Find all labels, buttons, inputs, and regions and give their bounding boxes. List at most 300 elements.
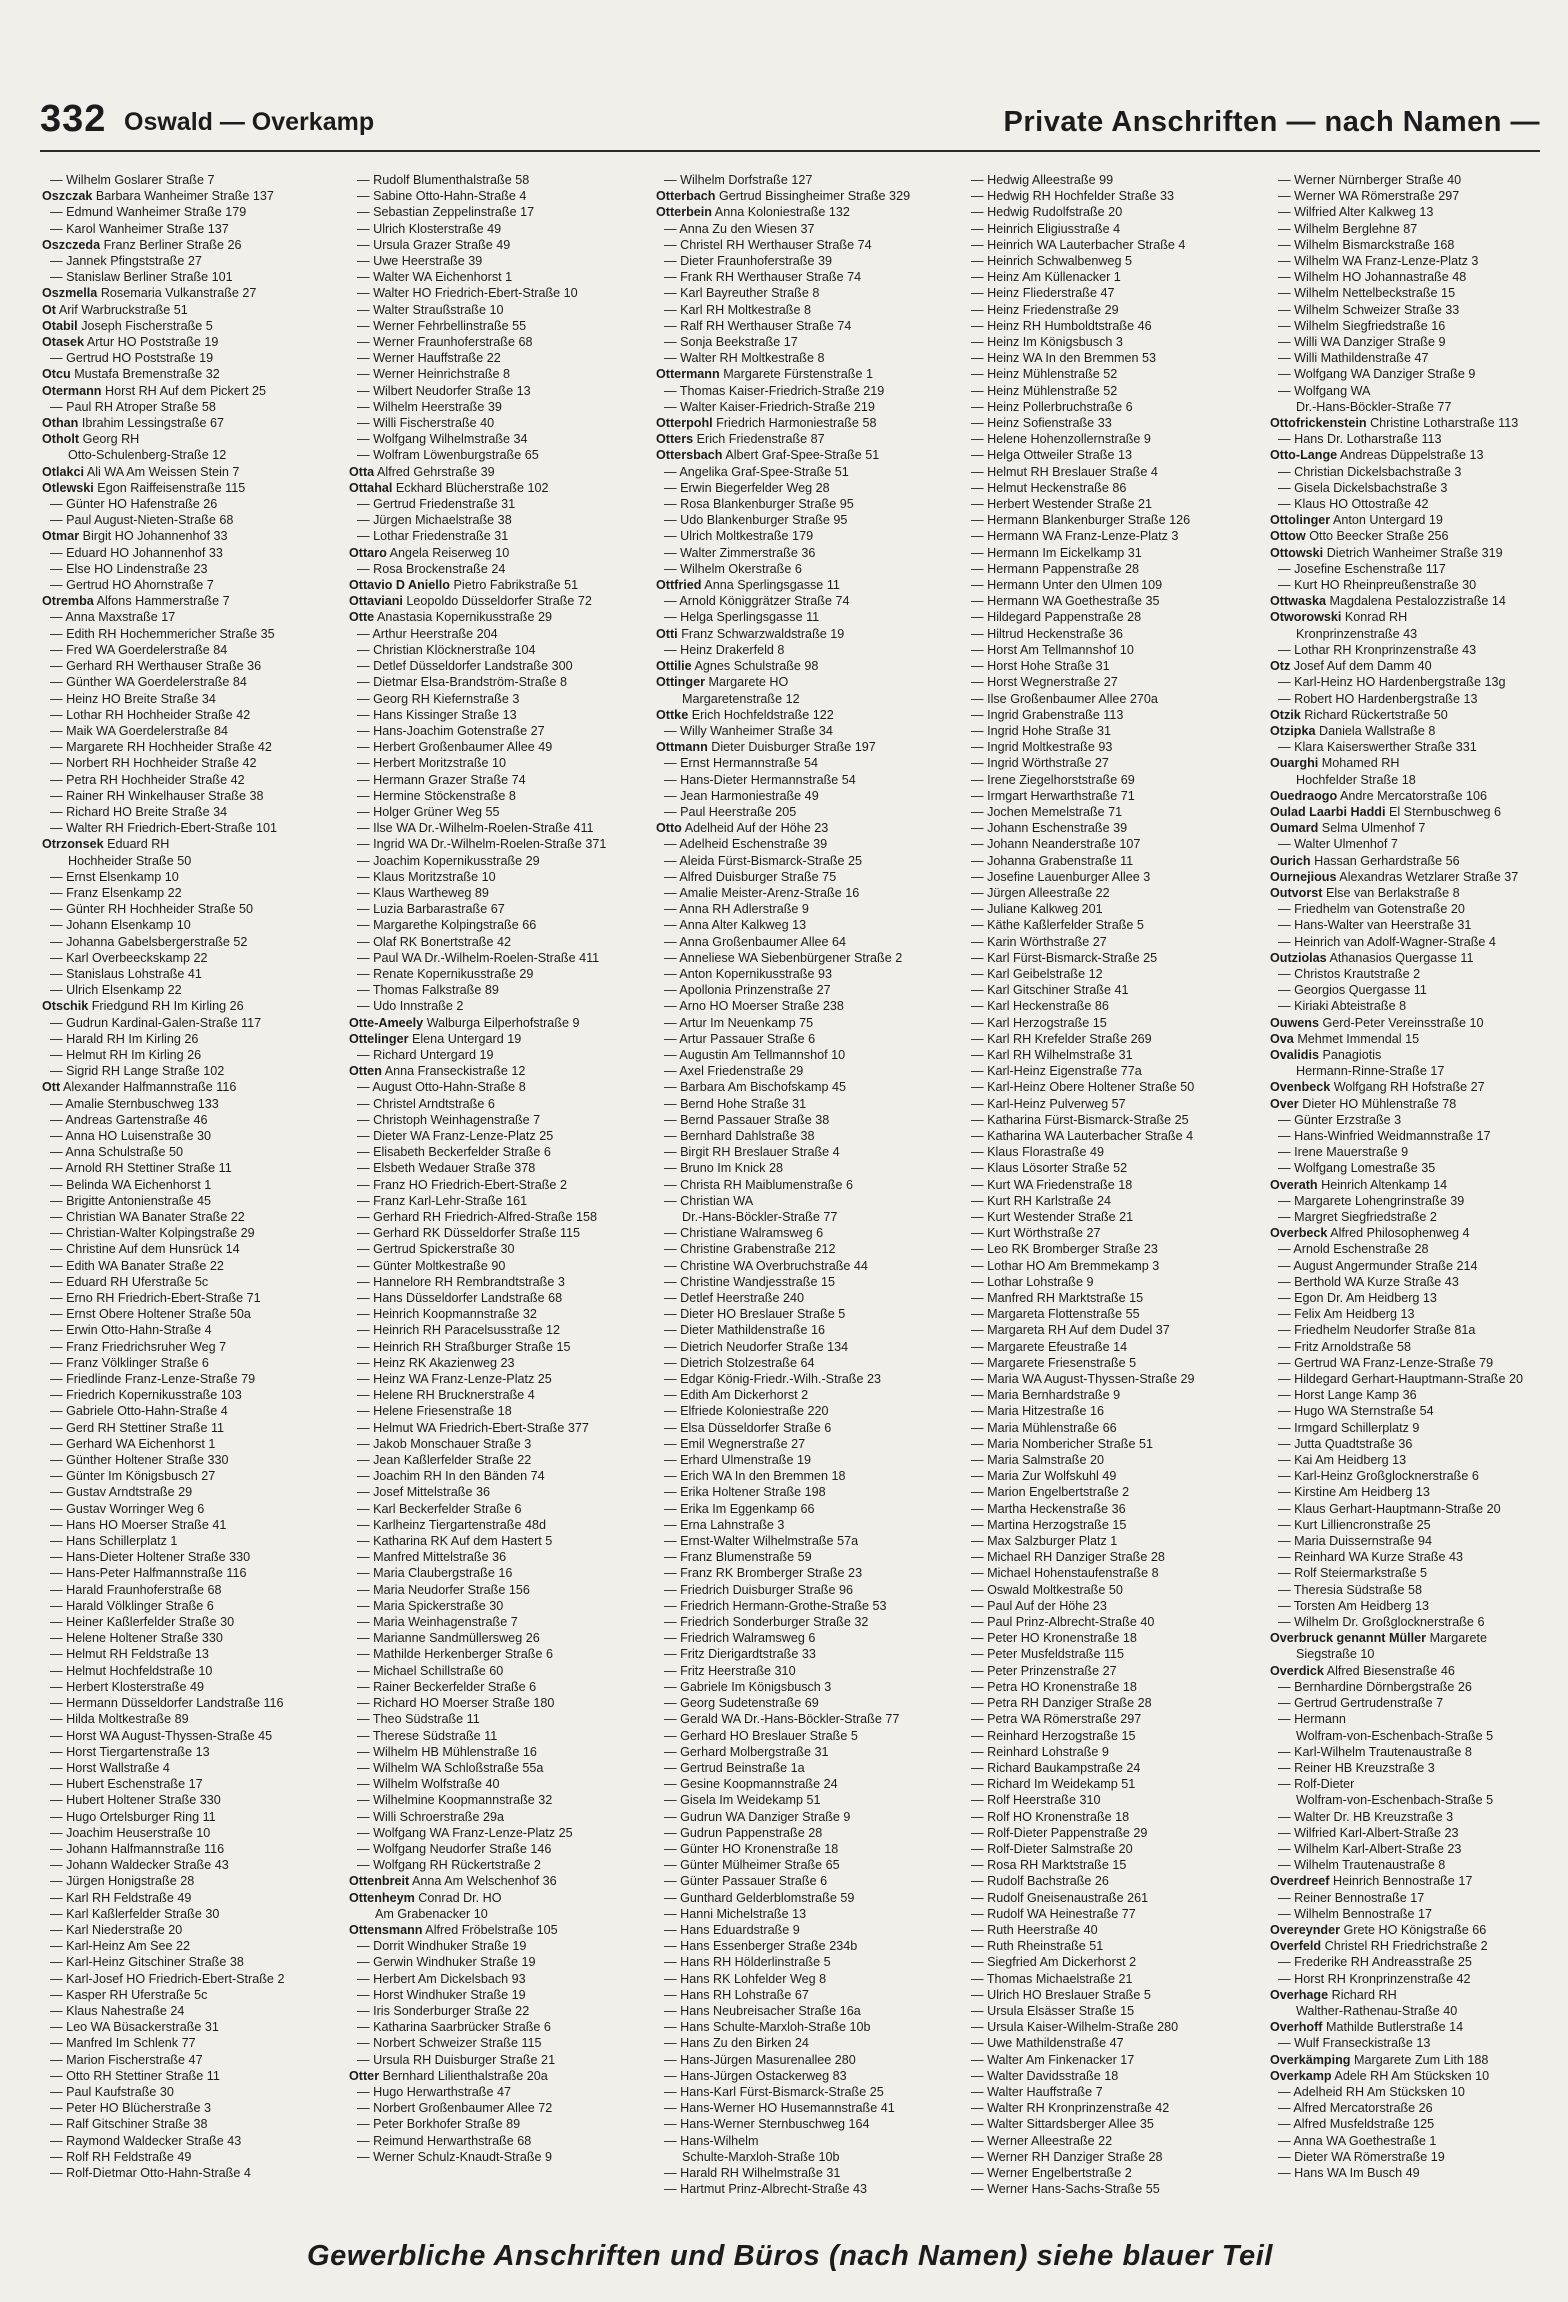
entry-text: — Willi WA Danziger Straße 9 [1278,335,1446,350]
directory-entry [656,609,956,625]
entry-text: — Iris Sonderburger Straße 22 [357,2003,530,2018]
entry-text: — Gerd RH Stettiner Straße 11 [50,1420,225,1435]
directory-entry [349,788,649,804]
directory-entry [963,188,1263,204]
entry-text: Magdalena Pestalozzistraße 14 [1329,594,1506,609]
directory-entry [963,2084,1263,2100]
directory-entry [656,253,956,269]
directory-entry [42,577,342,593]
entry-surname: Otto [656,821,682,836]
entry-text: — Helmut RH Breslauer Straße 4 [971,464,1158,479]
directory-entry [1270,1015,1568,1031]
directory-entry [963,237,1263,253]
entry-text: — Maria Bernhardstraße 9 [971,1388,1121,1403]
entry-surname: Otterbein [656,205,712,220]
directory-entry [1270,1630,1568,1646]
directory-entry [1270,1403,1568,1419]
directory-entry [349,399,649,415]
directory-entry [42,755,342,771]
entry-text: — Irene Ziegelhorststraße 69 [971,772,1135,787]
directory-entry [42,1355,342,1371]
directory-entry [1270,2165,1568,2181]
entry-surname: Otter [349,2068,380,2083]
entry-surname: Otterbach [656,189,716,204]
directory-entry [963,1484,1263,1500]
entry-text: — Klaus Gerhart-Hauptmann-Straße 20 [1278,1501,1501,1516]
entry-surname: Otabil [42,318,78,333]
page-header [40,98,1540,144]
entry-text: — Willi Schroerstraße 29a [357,1809,504,1824]
directory-entry [656,674,956,690]
directory-entry [349,512,649,528]
entry-text: — Fritz Arnoldstraße 58 [1278,1339,1411,1354]
entry-text: — Christine Wandjesstraße 15 [664,1274,836,1289]
directory-entry [42,334,342,350]
directory-entry [1270,1274,1568,1290]
directory-entry [963,1938,1263,1954]
directory-entry [1270,221,1568,237]
entry-text: — Christel Arndtstraße 6 [357,1096,495,1111]
directory-entry [963,1355,1263,1371]
directory-entry [1270,788,1568,804]
directory-entry [1270,350,1568,366]
entry-text: — Hans HO Moerser Straße 41 [50,1517,227,1532]
entry-text: — Norbert Schweizer Straße 115 [357,2036,542,2051]
directory-entry [656,1371,956,1387]
entry-surname: Overdreef [1270,1874,1330,1889]
entry-text: — Wilhelm Okerstraße 6 [664,561,802,576]
directory-entry [42,707,342,723]
directory-entry [1270,1387,1568,1403]
directory-entry [656,415,956,431]
entry-text: — Felix Am Heidberg 13 [1278,1307,1415,1322]
directory-entry [963,2019,1263,2035]
directory-entry [349,204,649,220]
directory-entry [349,1825,649,1841]
directory-entry [1270,1582,1568,1598]
entry-text: — Gerhard RK Düsseldorfer Straße 115 [357,1226,581,1241]
directory-entry [349,820,649,836]
entry-text: — Hans-Werner HO Husemannstraße 41 [664,2101,895,2116]
entry-surname: Outvorst [1270,885,1323,900]
entry-text: — Sebastian Zeppelinstraße 17 [357,205,535,220]
directory-entry [349,302,649,318]
directory-entry [349,1598,649,1614]
entry-text: Erich Hochfeldstraße 122 [691,707,834,722]
entry-text: — Gertrud Gertrudenstraße 7 [1278,1696,1444,1711]
directory-entry [349,1128,649,1144]
entry-text: — Christoph Weinhagenstraße 7 [357,1112,541,1127]
entry-text: — Anna Alter Kalkweg 13 [664,918,807,933]
entry-text: — Hermann Grazer Straße 74 [357,772,526,787]
directory-entry [42,1225,342,1241]
directory-entry [349,998,649,1014]
entry-text: — Dieter Fraunhoferstraße 39 [664,254,832,269]
entry-text: — Irene Mauerstraße 9 [1278,1145,1409,1160]
directory-entry [42,528,342,544]
directory-entry [42,901,342,917]
directory-entry [1270,1744,1568,1760]
directory-entry [349,1841,649,1857]
directory-entry [656,334,956,350]
entry-text: — Katharina Saarbrücker Straße 6 [357,2020,551,2035]
directory-entry [1270,707,1568,723]
entry-surname: Ottersbach [656,448,723,463]
entry-text: — Walter Am Finkenacker 17 [971,2052,1135,2067]
directory-entry [656,836,956,852]
entry-surname: Othan [42,416,79,431]
directory-entry [42,1403,342,1419]
directory-entry [963,934,1263,950]
entry-text: — Paul Prinz-Albrecht-Straße 40 [971,1615,1155,1630]
directory-entry [349,1306,649,1322]
directory-entry [963,1209,1263,1225]
entry-text: Selma Ulmenhof 7 [1321,821,1426,836]
entry-text: — Holger Grüner Weg 55 [357,804,500,819]
entry-text: — Brigitte Antonienstraße 45 [50,1193,212,1208]
directory-entry [1270,836,1568,852]
entry-text: — Wilhelm Schweizer Straße 33 [1278,302,1460,317]
entry-text: — Gabriele Im Königsbusch 3 [664,1679,832,1694]
entry-text: — Christine WA Overbruchstraße 44 [664,1258,868,1273]
entry-text: — Werner RH Danziger Straße 28 [971,2149,1163,2164]
entry-text: — Karl Fürst-Bismarck-Straße 25 [971,950,1158,965]
entry-text: — Walter Kaiser-Friedrich-Straße 219 [664,399,875,414]
directory-entry [42,2084,342,2100]
footer-note: Gewerbliche Anschriften und Büros (nach Namen) siehe blauer Teil [306,2240,1274,2272]
directory-entry [1270,1096,1568,1112]
entry-text: — Dieter WA Franz-Lenze-Platz 25 [357,1128,554,1143]
directory-entry [963,512,1263,528]
entry-text: Alfred Philosophenweg 4 [1330,1226,1470,1241]
directory-entry [656,366,956,382]
directory-entry [1270,253,1568,269]
directory-entry [349,334,649,350]
directory-entry [1270,820,1568,836]
entry-text: — Wilbert Neudorfer Straße 13 [357,383,531,398]
entry-text: — Margareta RH Auf dem Dudel 37 [971,1323,1170,1338]
entry-text: — Alfred Musfeldstraße 125 [1278,2117,1435,2132]
directory-entry [656,188,956,204]
entry-text: Birgit HO Johannenhof 33 [82,529,228,544]
entry-text: — Katharina WA Lauterbacher Straße 4 [971,1128,1194,1143]
directory-entry [963,1290,1263,1306]
directory-entry [656,1112,956,1128]
entry-text: — Werner WA Römerstraße 297 [1278,189,1460,204]
directory-entry [963,253,1263,269]
entry-text: Anna Franseckistraße 12 [384,1064,526,1079]
directory-entry [42,253,342,269]
directory-entry [656,1387,956,1403]
entry-surname: Ottenheym [349,1890,415,1905]
entry-text: — Gertrud WA Franz-Lenze-Straße 79 [1278,1355,1494,1370]
entry-text: Dietrich Wanheimer Straße 319 [1326,545,1503,560]
directory-entry [349,626,649,642]
directory-entry [349,1582,649,1598]
entry-text: — Maria Duissernstraße 94 [1278,1534,1432,1549]
directory-entry [349,1857,649,1873]
entry-text: Bernhard Lilienthalstraße 20a [382,2068,548,2083]
directory-entry [42,1938,342,1954]
entry-text: — Herbert Großenbaumer Allee 49 [357,740,553,755]
name-range: Oswald — Overkamp [124,108,375,136]
directory-entry [963,221,1263,237]
directory-entry [963,1031,1263,1047]
entry-text: Wolfram-von-Eschenbach-Straße 5 [1296,1793,1494,1808]
directory-entry [42,1663,342,1679]
entry-text: — Hans-Werner Sternbuschweg 164 [664,2117,870,2132]
directory-entry [963,1144,1263,1160]
entry-surname: Ottinger [656,675,705,690]
directory-entry [349,172,649,188]
directory-entry [963,1987,1263,2003]
directory-entry [1270,1177,1568,1193]
directory-entry [349,966,649,982]
entry-text: — Karl-Heinz Obere Holtener Straße 50 [971,1080,1195,1095]
entry-text: — Willy Wanheimer Straße 34 [664,723,833,738]
entry-text: — Eduard RH Uferstraße 5c [50,1274,209,1289]
entry-text: — Fritz Dierigardtstraße 33 [664,1647,816,1662]
directory-entry [656,318,956,334]
directory-entry [1270,1355,1568,1371]
directory-entry [963,1906,1263,1922]
directory-entry [349,2068,649,2084]
entry-surname: Otti [656,626,678,641]
directory-entry [1270,577,1568,593]
entry-text: — Wilhelm Heerstraße 39 [357,399,502,414]
entry-surname: Ottow [1270,529,1306,544]
directory-entry [1270,431,1568,447]
directory-entry [349,901,649,917]
directory-entry [1270,917,1568,933]
directory-entry [42,950,342,966]
entry-text: — Elsa Düsseldorfer Straße 6 [664,1420,832,1435]
directory-entry [349,642,649,658]
directory-entry [42,415,342,431]
directory-entry [1270,691,1568,707]
directory-entry [349,285,649,301]
entry-text: — Wilhelm Goslarer Straße 7 [50,173,215,187]
directory-entry [349,366,649,382]
entry-text: — August Otto-Hahn-Straße 8 [357,1080,526,1095]
directory-entry [656,285,956,301]
entry-surname: Ottenbreit [349,1874,410,1889]
entry-text: — Christine Auf dem Hunsrück 14 [50,1242,240,1257]
entry-text: — Dieter WA Römerstraße 19 [1278,2149,1445,2164]
directory-entry [963,1760,1263,1776]
directory-entry [42,1533,342,1549]
directory-entry [1270,1225,1568,1241]
entry-surname: Overeynder [1270,1922,1341,1937]
directory-entry [656,917,956,933]
directory-entry [656,480,956,496]
entry-text: — Karl-Heinz Pulverweg 57 [971,1096,1126,1111]
entry-text: — Richard Untergard 19 [357,1047,494,1062]
directory-entry [656,982,956,998]
entry-text: — Ingrid Grabenstraße 113 [971,707,1124,722]
directory-entry [963,447,1263,463]
entry-text: — Emil Wegnerstraße 27 [664,1436,806,1451]
entry-text: Andreas Düppelstraße 13 [1339,448,1484,463]
directory-entry [1270,755,1568,771]
directory-entry [656,998,956,1014]
entry-surname: Ouwens [1270,1015,1319,1030]
entry-text: — Anna WA Goethestraße 1 [1278,2133,1437,2148]
entry-text: — Anna Großenbaumer Allee 64 [664,934,847,949]
entry-text: — Herbert Westender Straße 21 [971,497,1153,512]
directory-entry [963,836,1263,852]
directory-entry [42,1387,342,1403]
entry-text: — Karl Gitschiner Straße 41 [971,983,1129,998]
entry-text: — Walter RH Moltkestraße 8 [664,351,825,366]
entry-surname: Oszczak [42,189,93,204]
entry-text: — Wilhelm Dr. Großglocknerstraße 6 [1278,1615,1485,1630]
entry-text: — Manfred Mittelstraße 36 [357,1550,507,1565]
directory-entry [1270,1468,1568,1484]
directory-entry [1270,1258,1568,1274]
entry-text: — Elisabeth Beckerfelder Straße 6 [357,1145,551,1160]
directory-entry [349,1387,649,1403]
directory-entry [963,1274,1263,1290]
directory-entry [349,1792,649,1808]
directory-entry [42,1079,342,1095]
entry-text: Horst RH Auf dem Pickert 25 [104,383,266,398]
entry-text: — Ingrid Moltkestraße 93 [971,740,1113,755]
directory-entry [963,1582,1263,1598]
entry-surname: Otschik [42,999,89,1014]
entry-surname: Otto-Lange [1270,448,1338,463]
directory-entry [349,2003,649,2019]
entry-text: — Peter HO Blücherstraße 3 [50,2101,211,2116]
entry-text: — Erna Lahnstraße 3 [664,1517,785,1532]
directory-entry [963,1420,1263,1436]
directory-entry [656,1841,956,1857]
directory-entry [349,2035,649,2051]
directory-entry [42,366,342,382]
entry-surname: Oszczeda [42,237,101,252]
directory-entry [656,739,956,755]
directory-entry [1270,415,1568,431]
entry-text: — Reiner HB Kreuzstraße 3 [1278,1760,1435,1775]
directory-entry [1270,172,1568,188]
directory-entry [656,1857,956,1873]
entry-text: — Hans-Dieter Holtener Straße 330 [50,1550,251,1565]
entry-surname: Otcu [42,367,71,382]
directory-entry [1270,561,1568,577]
entry-text: — Hans Essenberger Straße 234b [664,1939,858,1954]
directory-entry [656,1890,956,1906]
directory-entry [656,1711,956,1727]
entry-text: — Andreas Gartenstraße 46 [50,1112,208,1127]
entry-text: — Petra WA Römerstraße 297 [971,1712,1142,1727]
directory-entry [963,1096,1263,1112]
entry-text: — Anna Maxstraße 17 [50,610,176,625]
entry-text: — Gisela Im Weidekamp 51 [664,1793,821,1808]
directory-entry [656,1452,956,1468]
entry-text: — Kiriaki Abteistraße 8 [1278,999,1407,1014]
directory-entry [349,1209,649,1225]
entry-text: Gertrud Bissingheimer Straße 329 [718,189,911,204]
entry-text: — Margarete RH Hochheider Straße 42 [50,740,272,755]
entry-text: Franz Schwarzwaldstraße 19 [681,626,845,641]
entry-text: — Helene Friesenstraße 18 [357,1404,512,1419]
directory-entry [656,2100,956,2116]
directory-entry [656,496,956,512]
directory-entry [42,1501,342,1517]
directory-entry [963,1825,1263,1841]
entry-text: — Walter Davidsstraße 18 [971,2068,1119,2083]
entry-text: — Johann Eschenstraße 39 [971,821,1128,836]
entry-text: — Margarete Efeustraße 14 [971,1339,1128,1354]
entry-text: — Walter Ulmenhof 7 [1278,837,1398,852]
directory-entry [349,1971,649,1987]
directory-entry [656,1177,956,1193]
entry-text: — Luzia Barbarastraße 67 [357,902,505,917]
entry-text: — Friedrich Duisburger Straße 96 [664,1582,853,1597]
directory-entry [42,204,342,220]
directory-entry [1270,1079,1568,1095]
entry-text: — Harald Völklinger Straße 6 [50,1598,214,1613]
directory-entry [42,1760,342,1776]
entry-surname: Overbeck [1270,1226,1328,1241]
directory-entry [1270,1614,1568,1630]
entry-text: — Gertrud HO Ahornstraße 7 [50,578,214,593]
entry-text: — Friedrich Kopernikusstraße 103 [50,1388,242,1403]
entry-text: — Heinz Am Küllenacker 1 [971,270,1121,285]
entry-text: — Sabine Otto-Hahn-Straße 4 [357,189,527,204]
entry-text: — Paul RH Atroper Straße 58 [50,399,216,414]
directory-entry [42,512,342,528]
entry-text: — Margarete Friesenstraße 5 [971,1355,1137,1370]
entry-text: El Sternbuschweg 6 [1388,804,1501,819]
entry-text: — Walter WA Eichenhorst 1 [357,270,513,285]
directory-entry [349,2133,649,2149]
entry-text: — Lothar HO Am Bremmekamp 3 [971,1258,1160,1273]
directory-entry [349,674,649,690]
directory-entry [963,1971,1263,1987]
entry-text: Hassan Gerhardstraße 56 [1314,853,1460,868]
entry-text: — Heinrich WA Lauterbacher Straße 4 [971,237,1186,252]
entry-text: — Hermann Unter den Ulmen 109 [971,578,1163,593]
entry-text: — Raymond Waldecker Straße 43 [50,2133,242,2148]
entry-text: — Hans-Winfried Weidmannstraße 17 [1278,1128,1491,1143]
entry-text: — Heinz WA Franz-Lenze-Platz 25 [357,1372,552,1387]
entry-surname: Otmar [42,529,80,544]
entry-text: — Karl Heckenstraße 86 [971,999,1109,1014]
entry-text: — Heinz Mühlenstraße 52 [971,367,1118,382]
entry-text: — Klaus Florastraße 49 [971,1145,1104,1160]
directory-entry [656,788,956,804]
entry-text: — Bruno Im Knick 28 [664,1161,783,1176]
entry-text: Josef Auf dem Damm 40 [1293,659,1432,674]
entry-text: — Mathilde Herkenberger Straße 6 [357,1647,553,1662]
entry-text: — Karl-Wilhelm Trautenaustraße 8 [1278,1744,1472,1759]
directory-entry [349,2019,649,2035]
directory-entry [42,885,342,901]
directory-entry [42,1112,342,1128]
directory-entry [656,626,956,642]
entry-text: — Günter HO Hafenstraße 26 [50,497,218,512]
entry-text: — Wilhelm Siegfriedstraße 16 [1278,318,1446,333]
directory-entry [963,788,1263,804]
entry-text: — Arnold RH Stettiner Straße 11 [50,1161,232,1176]
directory-entry [963,2165,1263,2181]
entry-text: — Hugo Herwarthstraße 47 [357,2084,511,2099]
entry-text: — Johann Waldecker Straße 43 [50,1858,229,1873]
entry-text: Panagiotis [1322,1047,1382,1062]
directory-entry [349,1436,649,1452]
directory-entry [349,528,649,544]
